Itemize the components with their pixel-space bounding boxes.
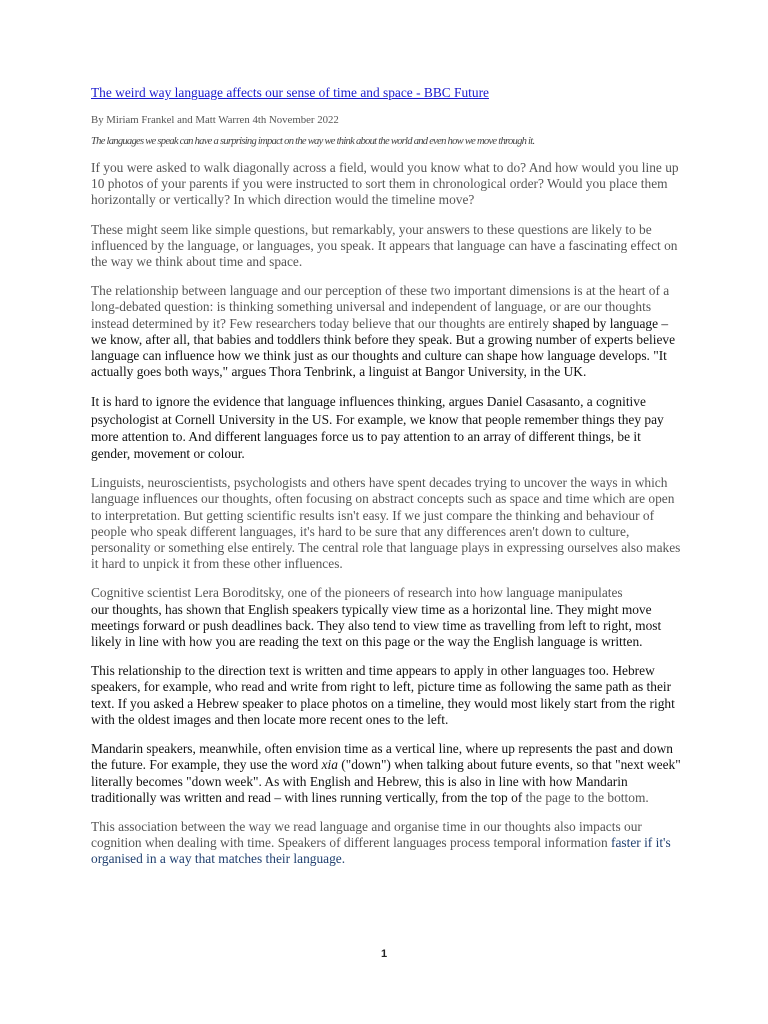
paragraph-8-middle: ("down") when talking about future events, so that "next week" literally becomes "down week". As with English and Hebrew, this is also in line with how Mandarin traditionally was written and read – with lines running vertically, from the top of [91, 757, 681, 805]
paragraph-8 [91, 741, 683, 806]
document-page [91, 84, 683, 881]
paragraph-3 [91, 283, 683, 380]
paragraph-9-link[interactable]: faster if it's organised in a way that matches their language. [91, 835, 671, 867]
paragraph-7: This relationship to the direction text is written and time appears to apply in other languages too. Hebrew speakers, for example, who read and write from right to left, picture time as following the same path as their text. If you asked a Hebrew speaker to place photos on a timeline, they would most likely start from the right with the oldest images and then locate more recent ones to the left. [91, 663, 675, 727]
paragraph-6-continuation: our thoughts, has shown that English speakers typically view time as a horizontal line. They might move meetings forward or push deadlines back. They also tend to view time as travelling from left to right, most likely in line with how you are reading the text on this page or the way the English language is written. [91, 601, 662, 650]
word-xia: xia [321, 757, 338, 773]
paragraph-2: These might seem like simple questions, but remarkably, your answers to these questions are likely to be influenced by the language, or languages, you speak. It appears that language can have a fascinating effect on the way we think about time and space. [91, 221, 678, 270]
paragraph-4: It is hard to ignore the evidence that language influences thinking, argues Daniel Casasanto, a cognitive psychologist at Cornell University in the US. For example, we know that people remember things they pay more attention to. And different languages force us to pay attention to an array of different things, be it gender, movement or colour. [91, 394, 664, 462]
paragraph-9 [91, 819, 683, 868]
paragraph-3-continuation: shaped by language – we know, after all, that babies and toddlers think before they speak. But a growing number of experts believe language can influence how we think just as our thoughts and culture can shape how language develops. "It actually goes both ways," argues Thora Tenbrink, a linguist at Bangor University, in the UK. [91, 315, 676, 380]
paragraph-5: Linguists, neuroscientists, psychologists and others have spent decades trying to uncover the ways in which language influences our thoughts, often focusing on abstract concepts such as space and time which are open to interpretation. But getting scientific results isn't easy. If we just compare the thinking and behaviour of people who speak different languages, it's hard to be sure that any differences aren't down to culture, personality or something else entirely. The central role that language plays in expressing ourselves also makes it hard to unpick it from these other influences. [91, 475, 681, 572]
paragraph-9-lead: This association between the way we read language and organise time in our thoughts also impacts our cognition when dealing with time. Speakers of different languages process temporal information [91, 818, 642, 851]
byline: By Miriam Frankel and Matt Warren 4th November 2022 [91, 114, 339, 126]
paragraph-8-lead: Mandarin speakers, meanwhile, often envision time as a vertical line, where up represents the past and down the future. For example, they use the word [91, 741, 673, 773]
paragraph-8-end: the page to the bottom. [525, 789, 649, 805]
page-number: 1 [380, 948, 388, 960]
article-title-link[interactable]: The weird way language affects our sense of time and space - BBC Future [91, 85, 489, 100]
paragraph-1: If you were asked to walk diagonally across a field, would you know what to do? And how would you line up 10 photos of your parents if you were instructed to sort them in chronological order? Would you place them horizontally or vertically? In which direction would the timeline move? [91, 160, 679, 208]
paragraph-6 [91, 585, 683, 650]
paragraph-6-lead: Cognitive scientist Lera Boroditsky, one of the pioneers of research into how language manipulates [91, 585, 623, 601]
standfirst: The languages we speak can have a surprising impact on the way we think about the world and even how we move through it. [91, 136, 535, 147]
paragraph-3-lead: The relationship between language and our perception of these two important dimensions is at the heart of a long-debated question: is thinking something universal and independent of language, or are our thoughts instead determined by it? Few researchers today believe that our thoughts are entirely [91, 283, 670, 331]
